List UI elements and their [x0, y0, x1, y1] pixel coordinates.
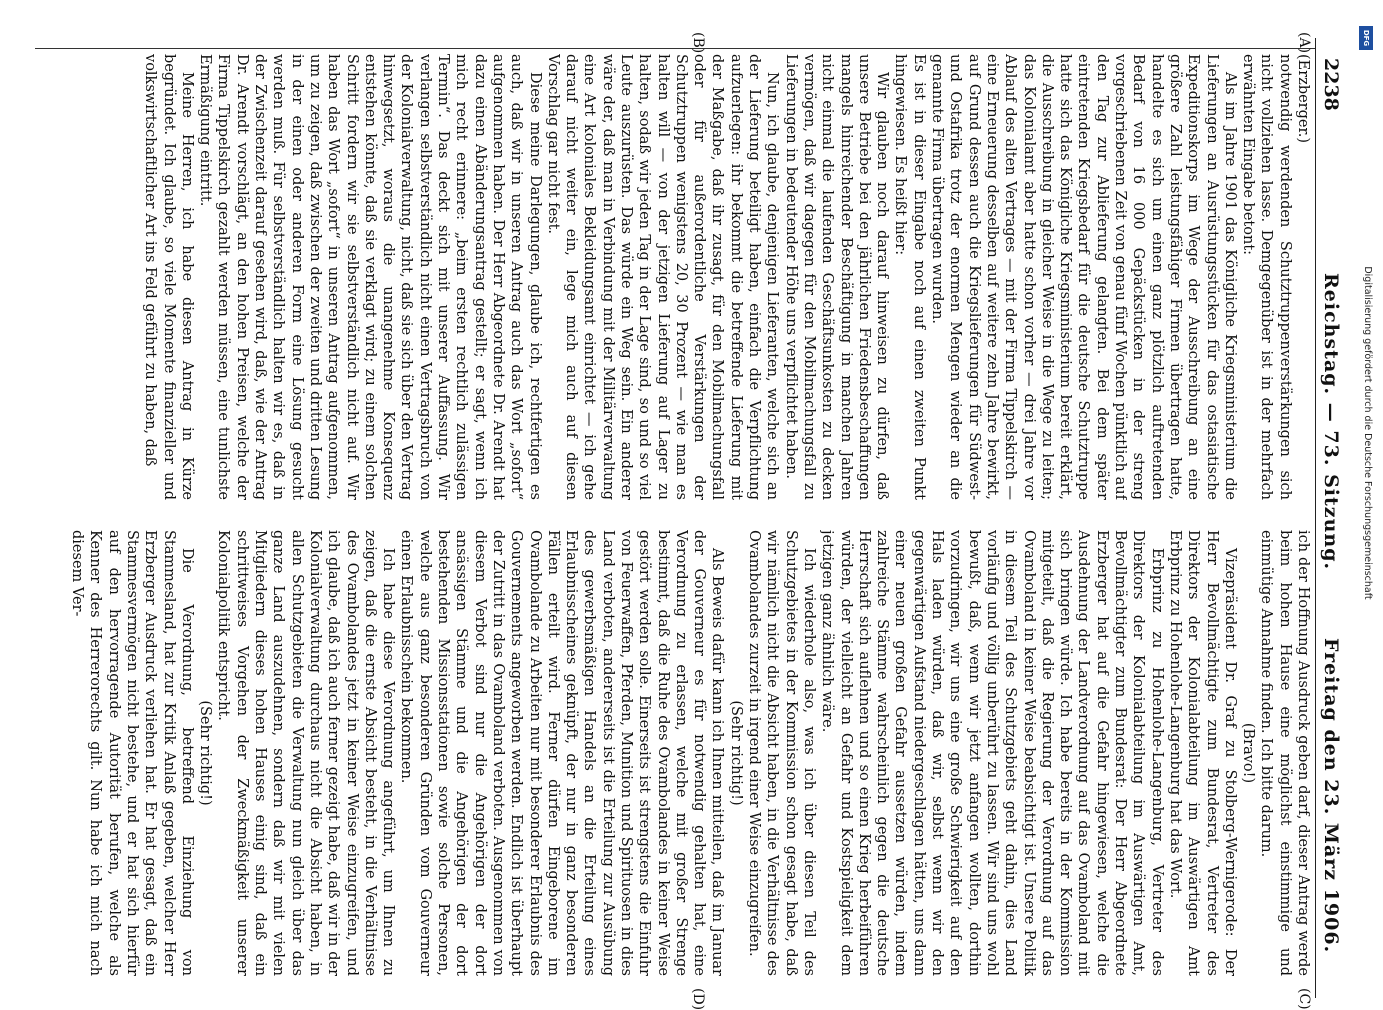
paragraph: Die Verordnung, betreffend Einziehung von Stammesland, hat zur Kritik Anlaß gegeben, welcher Herr Erzberger Ausdruck verliehen hat. Er hat gesagt, daß ein Stammesvermögen nicht bestehe, und er hat sich hierfür auf den hervorragende Autorität berufen, welche als Kenner des Herrerorechts gilt. Nun habe ich mich nach diesem Ver-	[69, 530, 195, 976]
margin-marker-b: (B)	[690, 32, 706, 54]
issue-date: Freitag den 23. März 1906.	[1320, 638, 1342, 954]
paragraph: Ich wiederhole also, was ich über diesen Teil des Schutzgebietes in der Kommission schon gesagt habe, daß wir nämlich nicht die Absicht haben, in die Verhältnisse des Ovambolandes zurzeit in irgend einer Weise einzugreifen.	[746, 530, 817, 976]
paragraph: Nun, ich glaube, denjenigen Lieferanten, welche sich an der Lieferung beteiligt haben, einfach die Verpflichtung aufzuerlegen: ihr bekommt die betreffende Lieferung mit der Maßgabe, daß ihr zusagt, für den Mobilmachungsfall oder für außerordentliche Verstärkungen der Schutztruppen wenigstens 20, 30 Prozent — wie man es halten will — von der jetzigen Lieferung auf Lager zu halten, sodaß wir jeden Tag in der Lage sind, so und so viel Leute auszurüsten. Das würde ein Weg sein. Ein anderer wäre der, daß man in Verbindung mit der Militärverwaltung eine Art koloniales Bekleidungsamt einrichtet — ich gehe darauf nicht weiter ein, lege mich auch auf diesen Vorschlag gar nicht fest.	[544, 54, 781, 500]
issue-title: Reichstag. — 73. Sitzung.	[1320, 273, 1342, 571]
paragraph: Als Beweis dafür kann ich Ihnen mitteilen, daß im Januar der Gouverneur es für notwendig gehalten hat, eine Verordnung zu erlassen, welche mit großer Strenge bestimmt, daß die Ruhe des Ovambolandes in keiner Weise gestört werden solle. Einerseits ist strengstens die Einfuhr von Feuerwaffen, Pferden, Munition und Spirituosen in dies Land verboten, andererseits ist die Erteilung zur Ausübung des gewerbsmäßigen Handels an die Erteilung eines Erlaubnisscheines geknüpft, der nur in ganz besonderen Fällen erteilt wird. Ferner dürfen Eingeborene im Ovambolande zu Arbeiten nur mit besonderer Erlaubnis des Gouvernements angeworben werden. Endlich ist überhaupt der Zutritt in das Ovamboland verboten. Ausgenommen von diesem Verbot sind nur die Angehörigen der dort ansässigen Stämme und die Angehörigen der dort bestehenden Missionsstationen sowie solche Personen, welche aus ganz besonderen Gründen vom Gouverneur einen Erlaubnisschein bekommen.	[398, 530, 726, 976]
speaker-name: (Erzberger.)	[1295, 54, 1311, 144]
digitization-sidebar	[1358, 26, 1374, 976]
paragraph: Meine Herren, ich habe diesen Antrag in Kürze begründet. Ich glaube, so viele Momente finanzieller und volkswirtschaftlicher Art ins Feld geführt zu haben, daß	[142, 54, 195, 500]
digitization-credit: Digitalisierung gefördert durch die Deutsche Forschungsgemeinschaft	[1362, 266, 1373, 600]
quoted-paragraph: Als im Jahre 1901 das Königliche Kriegsministerium die Lieferungen an Ausrüstungsstücken für das ostasiatische Expeditionskorps im Wege der Ausschreibung an eine größere Zahl leistungsfähiger Firmen übertragen hatte, handelte es sich um einen ganz plötzlich auftretenden Bedarf von 16 000 Gepäckstücken in der streng vorgeschriebenen Zeit von genau fünf Wochen pünktlich auf den Tag zur Ablieferung gelangten. Bei dem später eintretenden Kriegsbedarf für die deutsche Schutztruppe hatte sich das Königliche Kriegsministerium bereit erklärt, die Ausschreibung in gleicher Weise in die Wege zu leiten; das Kolonialamt aber hatte schon vorher — drei Jahre vor Ablauf des alten Vertrages — mit der Firma Tippelskirch — eine Erneuerung desselben auf weitere zehn Jahre bewirkt, auf Grund dessen auch die Kriegslieferungen für Südwest- und Ostafrika trotz der enormen Mengen wieder an die genannte Firma übertragen wurden.	[929, 54, 1238, 500]
page-number: 2238	[1320, 58, 1342, 111]
interjection: (Bravo!)	[1240, 722, 1257, 784]
paragraph: ich der Hoffnung Ausdruck geben darf, dieser Antrag werde beim hohen Hause eine möglichst einstimmige und einmütige Annahme finden. Ich bitte darum.	[1258, 530, 1311, 976]
column-divider	[35, 48, 1315, 49]
paragraph: Es ist in dieser Eingabe noch auf einen zweiten Punkt hingewiesen. Es heißt hier:	[892, 54, 927, 500]
interjection: (Sehr richtig!)	[197, 700, 214, 806]
paragraph: Ich habe diese Verordnung angeführt, um Ihnen zu zeigen, daß die ernste Absicht besteht, in die Verhältnisse des Ovambolandes jetzt in keiner Weise einzugreifen, und ich glaube, daß ich auch ferner gezeigt habe, daß wir in der Kolonialverwaltung durchaus nicht die Absicht haben, in allen Schutzgebieten die Verwaltung nun gleich über das ganze Land auszudehnen, sondern daß wir mit vielen Mitgliedern dieses hohen Hauses einig sind, daß ein schrittweises Vorgehen der Zweckmäßigkeit unserer Kolonialpolitik entspricht.	[215, 530, 397, 976]
margin-marker-d: (D)	[690, 988, 706, 1010]
paragraph: Vizepräsident Dr. Graf zu Stolberg-Wernigerode: Der Herr Bevollmächtigte zum Bundesrat, Vertreter des Direktors der Kolonialabteilung im Auswärtigen Amt Erbprinz zu Hohenlohe-Langenburg hat das Wort.	[1166, 530, 1238, 976]
rotated-newspaper-page	[26, 32, 1346, 1010]
right-column	[26, 530, 1312, 976]
paragraph: Diese meine Darlegungen, glaube ich, rechtfertigen es auch, daß wir in unseren Antrag auch das Wort „sofort“ aufgenommen haben. Der Herr Abgeordnete Dr. Arendt hat dazu einen Abänderungsantrag gestellt; er sagt, wenn ich mich recht erinnere: „beim ersten rechtlich zulässigen Termin“. Das deckt sich mit unserer Auffassung. Wir verlangen selbstverständlich nicht einen Vertragsbruch von der Kolonialverwaltung, nicht, daß sie sich über den Vertrag hinwegsetzt, woraus die unangenehme Konsequenz entstehen könnte, daß sie verklagt wird; zu einem solchen Schritt fordern wir sie selbstverständlich nicht auf. Wir haben das Wort „sofort“ in unseren Antrag aufgenommen, um zu zeigen, daß zwischen der zweiten und dritten Lesung in der einen oder anderen Form eine Lösung gesucht werden muß. Für selbstverständlich halten wir es, daß in der Zwischenzeit darauf gesehen wird, daß, wie der Antrag Dr. Arendt vorschlägt, an den hohen Preisen, welche der Firma Tippelskirch gezahlt werden müssen, eine tunlichste Ermäßigung eintritt.	[197, 54, 543, 500]
margin-marker-a: (A)	[1296, 32, 1312, 54]
margin-marker-c: (C)	[1296, 988, 1312, 1010]
page-header	[1315, 38, 1346, 998]
interjection: (Sehr richtig!)	[727, 700, 744, 806]
quoted-paragraph: Wir glauben noch darauf hinweisen zu dürfen, daß unsere Betriebe bei den jährlichen Friedensbeschaffungen mangels hinreichender Beschäftigung in manchen Jahren nicht einmal die laufenden Geschäftsunkosten zu decken vermögen, daß wir dagegen für den Mobilmachungsfall zu Lieferungen in bedeutender Höhe uns verpflichtet haben.	[782, 54, 891, 500]
paragraph: notwendig werdenden Schutztruppenverstärkungen sich nicht vollziehen lasse. Demgegenüber ist in der mehrfach erwähnten Eingabe betont:	[1240, 54, 1293, 500]
dfg-logo: DFG	[1359, 26, 1373, 50]
left-column	[26, 54, 1312, 500]
paragraph: Erbprinz zu Hohenlohe-Langenburg, Vertreter des Direktors der Kolonialabteilung im Auswärtigen Amt, Bevollmächtigter zum Bundesrat: Der Herr Abgeordnete Erzberger hat auf die Gefahr hingewiesen, welche die Ausdehnung der Landverordnung auf das Ovamboland mit sich bringen würde. Ich habe bereits in der Kommission mitgeteilt, daß die Regierung der Verordnung auf das Ovamboland in keiner Weise beabsichtigt ist. Unsere Politik in diesem Teil des Schutzgebiets geht dahin, dies Land vorläufig und völlig unberührt zu lassen. Wir sind uns wohl bewußt, daß, wenn wir jetzt anfangen wollten, dorthin vorzudringen, wir uns eine große Schwierigkeit auf den Hals laden würden, daß wir, selbst wenn wir den gegenwärtigen Aufstand niedergeschlagen hätten, uns dann einer neuen großen Gefahr aussetzen würden, indem zahlreiche Stämme wahrscheinlich gegen die deutsche Herrschaft sich auflehnen und so einen Krieg herbeiführen würden, der vielleicht an Gefahr und Kostspieligkeit dem jetzigen ganz ähnlich wäre.	[819, 530, 1165, 976]
